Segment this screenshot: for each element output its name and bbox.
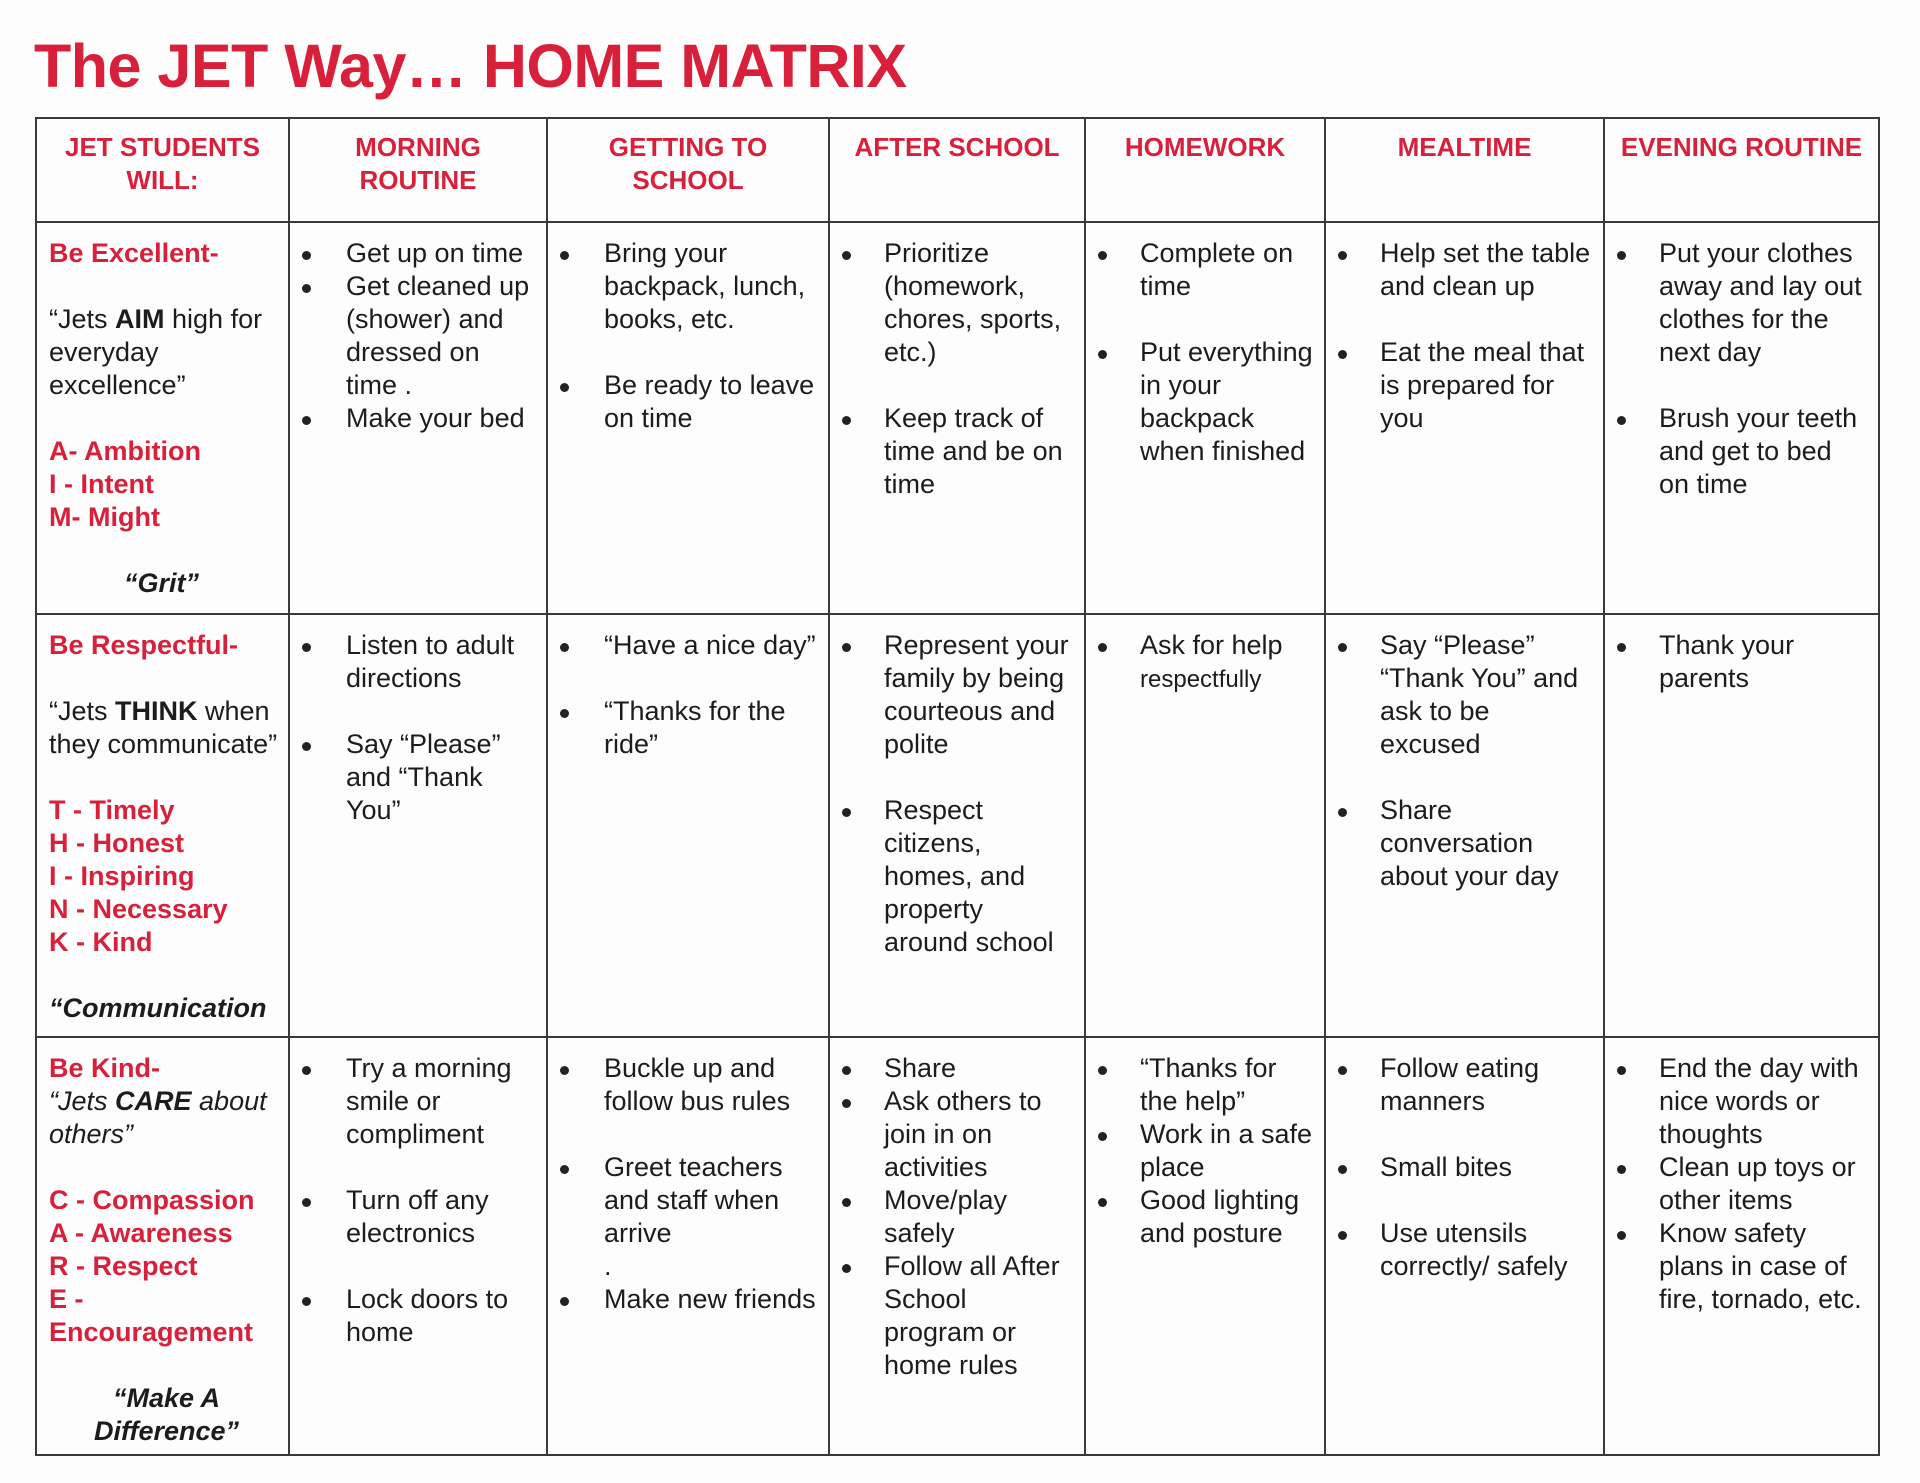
cell-mealtime <box>1325 614 1604 1037</box>
bullet-icon <box>302 284 311 293</box>
bullet-icon <box>1098 251 1107 260</box>
list-item: Small bites <box>1336 1151 1593 1184</box>
bullet-icon <box>560 643 569 652</box>
list-item: Move/play safely <box>840 1184 1074 1250</box>
cell-morning <box>289 1037 547 1455</box>
bullet-icon <box>842 1264 851 1273</box>
bullet-icon <box>842 808 851 817</box>
bullet-icon <box>1098 1198 1107 1207</box>
cell-after-school <box>829 222 1085 614</box>
bullet-icon <box>842 251 851 260</box>
acronym-item: I - Inspiring <box>49 861 195 891</box>
cell-mealtime <box>1325 1037 1604 1455</box>
acronym-item: A - Awareness <box>49 1218 233 1248</box>
bullet-icon <box>1338 643 1347 652</box>
cell-homework <box>1085 1037 1325 1455</box>
list-item: “Have a nice day” <box>558 629 818 662</box>
acronym-item: I - Intent <box>49 469 154 499</box>
acronym-item: M- Might <box>49 502 160 532</box>
acronym-list <box>49 794 284 959</box>
list-item: Thank your parents <box>1615 629 1868 695</box>
list-item: Listen to adult directions <box>300 629 536 695</box>
cell-homework <box>1085 222 1325 614</box>
list-item: Know safety plans in case of fire, tornado, etc. <box>1615 1217 1868 1316</box>
list-item: “Thanks for the ride” <box>558 695 818 761</box>
header-jet-students-will: JET STUDENTS WILL: <box>36 118 289 222</box>
list-item: Represent your family by being courteous and polite <box>840 629 1074 761</box>
list-item: Follow all After School program or home rules <box>840 1250 1074 1382</box>
bullet-icon <box>1338 1231 1347 1240</box>
bullet-icon <box>1098 350 1107 359</box>
cell-evening-routine <box>1604 222 1879 614</box>
trait-motto: “Jets CARE about others” <box>49 1086 267 1149</box>
bullet-icon <box>842 1198 851 1207</box>
cell-evening-routine <box>1604 1037 1879 1455</box>
table-row-excellent <box>36 222 1879 614</box>
list-item: Use utensils correctly/ safely <box>1336 1217 1593 1283</box>
list-item: Respect citizens, homes, and property around school <box>840 794 1074 959</box>
trait-cell <box>36 614 289 1037</box>
bullet-icon <box>1098 1132 1107 1141</box>
list-item: Help set the table and clean up <box>1336 237 1593 303</box>
list-item: Put your clothes away and lay out clothes for the next day <box>1615 237 1868 369</box>
list-item: Share <box>840 1052 1074 1085</box>
list-item: Prioritize (homework, chores, sports, etc.) <box>840 237 1074 369</box>
acronym-item: E - Encouragement <box>49 1284 254 1347</box>
bullet-icon <box>1617 643 1626 652</box>
bullet-icon <box>842 643 851 652</box>
cell-morning <box>289 222 547 614</box>
cell-mealtime <box>1325 222 1604 614</box>
bullet-icon <box>302 643 311 652</box>
bullet-icon <box>302 1198 311 1207</box>
acronym-list <box>49 1184 284 1349</box>
trait-theme: “Communication <box>49 993 267 1023</box>
bullet-icon <box>560 1297 569 1306</box>
bullet-icon <box>302 416 311 425</box>
list-item: Work in a safe place <box>1096 1118 1314 1184</box>
page-title: The JET Way… HOME MATRIX <box>34 32 907 100</box>
bullet-icon <box>1617 1231 1626 1240</box>
acronym-item: R - Respect <box>49 1251 198 1281</box>
list-item: Say “Please” “Thank You” and ask to be excused <box>1336 629 1593 761</box>
home-matrix-table <box>35 117 1880 1456</box>
trait-theme: “Grit” <box>124 568 200 598</box>
trait-theme: “Make A Difference” <box>93 1383 240 1446</box>
trait-heading: Be Respectful- <box>49 630 239 660</box>
bullet-icon <box>302 1297 311 1306</box>
list-item: Buckle up and follow bus rules <box>558 1052 818 1118</box>
cell-homework <box>1085 614 1325 1037</box>
list-item: “Thanks for the help” <box>1096 1052 1314 1118</box>
bullet-icon <box>1617 1066 1626 1075</box>
list-item: Eat the meal that is prepared for you <box>1336 336 1593 435</box>
bullet-icon <box>302 742 311 751</box>
list-item: Try a morning smile or compliment <box>300 1052 536 1151</box>
list-item: Keep track of time and be on time <box>840 402 1074 501</box>
bullet-icon <box>1617 1165 1626 1174</box>
trait-cell <box>36 1037 289 1455</box>
cell-getting-to-school <box>547 614 829 1037</box>
list-item: Greet teachers and staff when arrive . <box>558 1151 818 1283</box>
bullet-icon <box>302 251 311 260</box>
bullet-icon <box>560 251 569 260</box>
header-morning-routine: MORNING ROUTINE <box>289 118 547 222</box>
bullet-icon <box>560 383 569 392</box>
bullet-icon <box>1338 251 1347 260</box>
header-mealtime: MEALTIME <box>1325 118 1604 222</box>
list-item: Follow eating manners <box>1336 1052 1593 1118</box>
bullet-icon <box>1617 416 1626 425</box>
acronym-item: N - Necessary <box>49 894 228 924</box>
list-item: Good lighting and posture <box>1096 1184 1314 1250</box>
bullet-icon <box>842 1099 851 1108</box>
cell-morning <box>289 614 547 1037</box>
bullet-icon <box>560 1165 569 1174</box>
bullet-icon <box>1338 1165 1347 1174</box>
bullet-icon <box>1338 808 1347 817</box>
acronym-item: T - Timely <box>49 795 175 825</box>
bullet-icon <box>302 1066 311 1075</box>
header-row <box>36 118 1879 222</box>
table-row-respectful <box>36 614 1879 1037</box>
list-item: Make your bed <box>300 402 536 435</box>
list-item: Be ready to leave on time <box>558 369 818 435</box>
bullet-icon <box>842 1066 851 1075</box>
acronym-item: K - Kind <box>49 927 153 957</box>
list-item: Say “Please” and “Thank You” <box>300 728 536 827</box>
list-item: Put everything in your backpack when finished <box>1096 336 1314 468</box>
bullet-icon <box>560 709 569 718</box>
list-item: Lock doors to home <box>300 1283 536 1349</box>
list-item: Get cleaned up (shower) and dressed on time . <box>300 270 536 402</box>
cell-after-school <box>829 1037 1085 1455</box>
trait-motto: “Jets AIM high for everyday excellence” <box>49 304 263 400</box>
list-item: Clean up toys or other items <box>1615 1151 1868 1217</box>
trait-cell <box>36 222 289 614</box>
list-item: Make new friends <box>558 1283 818 1316</box>
bullet-icon <box>842 416 851 425</box>
cell-after-school <box>829 614 1085 1037</box>
list-item: Share conversation about your day <box>1336 794 1593 893</box>
table-row-kind <box>36 1037 1879 1455</box>
acronym-list <box>49 435 284 534</box>
cell-getting-to-school <box>547 1037 829 1455</box>
bullet-icon <box>1098 643 1107 652</box>
list-item: Ask others to join in on activities <box>840 1085 1074 1184</box>
bullet-icon <box>1338 1066 1347 1075</box>
header-homework: HOMEWORK <box>1085 118 1325 222</box>
list-item: Brush your teeth and get to bed on time <box>1615 402 1868 501</box>
acronym-item: C - Compassion <box>49 1185 255 1215</box>
list-item: Turn off any electronics <box>300 1184 536 1250</box>
list-item: Bring your backpack, lunch, books, etc. <box>558 237 818 336</box>
list-item: End the day with nice words or thoughts <box>1615 1052 1868 1151</box>
bullet-icon <box>1338 350 1347 359</box>
list-item: Get up on time <box>300 237 536 270</box>
trait-motto: “Jets THINK when they communicate” <box>49 696 278 759</box>
header-after-school: AFTER SCHOOL <box>829 118 1085 222</box>
cell-evening-routine <box>1604 614 1879 1037</box>
list-item: Complete on time <box>1096 237 1314 303</box>
header-getting-to-school: GETTING TO SCHOOL <box>547 118 829 222</box>
header-evening-routine: EVENING ROUTINE <box>1604 118 1879 222</box>
list-item: Ask for help respectfully <box>1096 629 1314 696</box>
acronym-item: A- Ambition <box>49 436 201 466</box>
acronym-item: H - Honest <box>49 828 184 858</box>
cell-getting-to-school <box>547 222 829 614</box>
bullet-icon <box>560 1066 569 1075</box>
bullet-icon <box>1617 251 1626 260</box>
trait-heading: Be Kind- <box>49 1053 160 1083</box>
bullet-icon <box>1098 1066 1107 1075</box>
trait-heading: Be Excellent- <box>49 238 219 268</box>
